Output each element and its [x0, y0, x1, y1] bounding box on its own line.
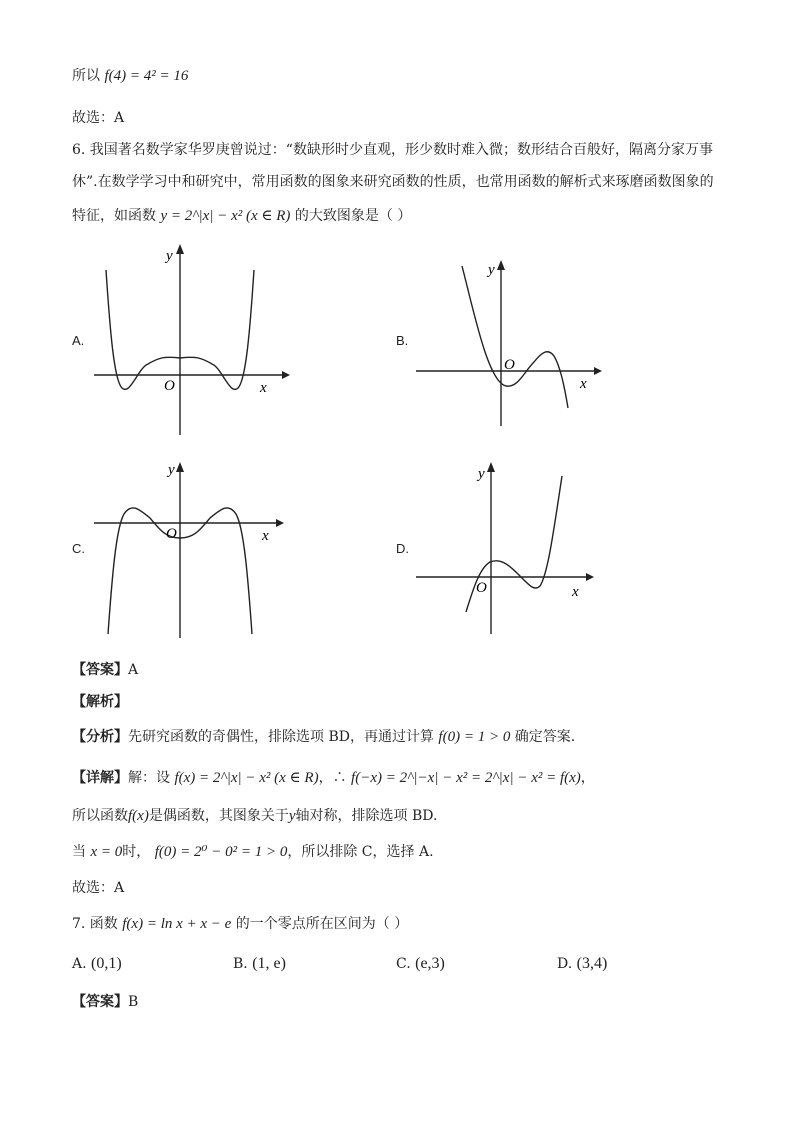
xiangjie-tag: 【详解】	[72, 770, 128, 786]
q6-line-3-suffix: 的大致图象是（ ）	[294, 208, 412, 224]
when-line	[72, 842, 434, 862]
option-c-label: C.	[72, 541, 85, 556]
result-expression: f(4) = 4² = 16	[104, 68, 189, 84]
fenxi-post: 确定答案.	[514, 729, 576, 745]
result-prefix: 所以	[72, 68, 100, 84]
even-pre: 所以函数	[72, 808, 128, 824]
choose-line: 故选：A	[72, 110, 125, 126]
even-fx: f(x)	[128, 808, 149, 824]
graph-a-y-label: y	[166, 248, 173, 264]
fenxi-line	[72, 727, 575, 747]
fenxi-pre: 先研究函数的奇偶性，排除选项 BD，再通过计算	[128, 729, 434, 745]
q7-choice-a-value: (0,1)	[91, 955, 122, 972]
q7-choice-b	[233, 955, 286, 973]
q7-function-expression: f(x) = ln x + x − e	[122, 916, 232, 932]
graph-b-curve	[462, 266, 568, 408]
graph-a-origin-label: O	[164, 378, 175, 394]
q7-choice-a-label: A.	[72, 956, 87, 972]
graph-a	[92, 240, 292, 440]
when-expression: f(0) = 2⁰ − 0² = 1 > 0	[154, 844, 288, 860]
even-line	[72, 806, 437, 826]
when-pre: 当	[72, 844, 86, 860]
graph-d-y-arrow	[487, 462, 495, 472]
choose-line-2: 故选：A	[72, 880, 125, 896]
graph-d-x-arrow	[586, 573, 594, 581]
graph-a-x-label: x	[260, 380, 267, 396]
graph-d-x-label: x	[572, 584, 579, 600]
result-line	[72, 66, 188, 86]
graph-a-y-arrow	[176, 244, 184, 254]
q6-line-2: 休”.在数学学习中和研究中，常用函数的图象来研究函数的性质，也常用函数的解析式来琢磨函数图象的	[72, 174, 714, 190]
answer-value: A	[128, 662, 139, 678]
q6-line-3	[72, 206, 411, 226]
graph-c-x-label: x	[262, 528, 269, 544]
when-condition: x = 0	[90, 844, 123, 860]
xiangjie-expression-2: f(−x) = 2^|−x| − x² = 2^|x| − x² = f(x)	[351, 770, 581, 786]
q7-choice-b-label: B.	[233, 956, 248, 972]
q7-line	[72, 914, 408, 934]
q7-choice-c	[396, 955, 445, 973]
analysis-tag: 【解析】	[72, 694, 128, 710]
graph-c-y-arrow	[176, 462, 184, 472]
graph-b	[414, 252, 614, 452]
option-d-label: D.	[396, 541, 409, 556]
q6-line-3-prefix: 特征，如函数	[72, 208, 156, 224]
when-post: ，所以排除 C，选择 A.	[287, 844, 434, 860]
graph-a-x-arrow	[282, 371, 290, 379]
xiangjie-pre: 解：设	[128, 770, 170, 786]
even-post: 轴对称，排除选项 BD.	[295, 808, 438, 824]
graph-c	[92, 458, 292, 658]
even-y: y	[288, 808, 296, 824]
xiangjie-expression-1: f(x) = 2^|x| − x² (x ∈ R)	[174, 770, 319, 786]
q6-line-1: 6. 我国著名数学家华罗庚曾说过：“数缺形时少直观，形少数时难入微；数形结合百般好，隔离分家万事	[72, 142, 713, 158]
graph-c-origin-label: O	[166, 526, 177, 542]
graph-d	[414, 458, 614, 658]
xiangjie-mid: ，∴	[318, 770, 347, 786]
q6-function-expression: y = 2^|x| − x² (x ∈ R)	[160, 208, 291, 224]
fenxi-tag: 【分析】	[72, 729, 128, 745]
q7-choice-d-value: (3,4)	[576, 955, 608, 972]
q7-choice-d-label: D.	[557, 956, 573, 972]
graph-b-y-label: y	[488, 262, 495, 278]
analysis-title	[72, 692, 128, 712]
graph-c-y-label: y	[168, 462, 175, 478]
graph-d-y-label: y	[478, 466, 485, 482]
graph-b-y-arrow	[497, 260, 505, 270]
answer-line-2	[72, 992, 138, 1012]
q7-choice-d	[557, 955, 607, 973]
xiangjie-line	[72, 768, 595, 788]
q7-choice-b-value: (1, e)	[252, 955, 286, 972]
q7-pre: 7. 函数	[72, 916, 118, 932]
xiangjie-post: ，	[580, 770, 595, 786]
q7-post: 的一个零点所在区间为（ ）	[235, 916, 409, 932]
q7-choice-c-label: C.	[396, 956, 411, 972]
even-mid: 是偶函数，其图象关于	[148, 808, 289, 824]
fenxi-expression: f(0) = 1 > 0	[438, 729, 511, 745]
when-mid: 时，	[122, 844, 151, 860]
q7-choice-c-value: (e,3)	[415, 955, 445, 972]
graph-b-x-arrow	[594, 367, 602, 375]
answer-tag: 【答案】	[72, 662, 128, 678]
answer-2-value: B	[128, 994, 139, 1010]
answer-line	[72, 660, 138, 680]
graph-b-x-label: x	[580, 376, 587, 392]
graph-b-origin-label: O	[504, 357, 515, 373]
option-a-label: A.	[72, 333, 85, 348]
graph-c-x-arrow	[276, 519, 284, 527]
graph-d-origin-label: O	[476, 580, 487, 596]
q7-choice-a	[72, 955, 122, 973]
answer-2-tag: 【答案】	[72, 994, 128, 1010]
option-b-label: B.	[396, 333, 409, 348]
